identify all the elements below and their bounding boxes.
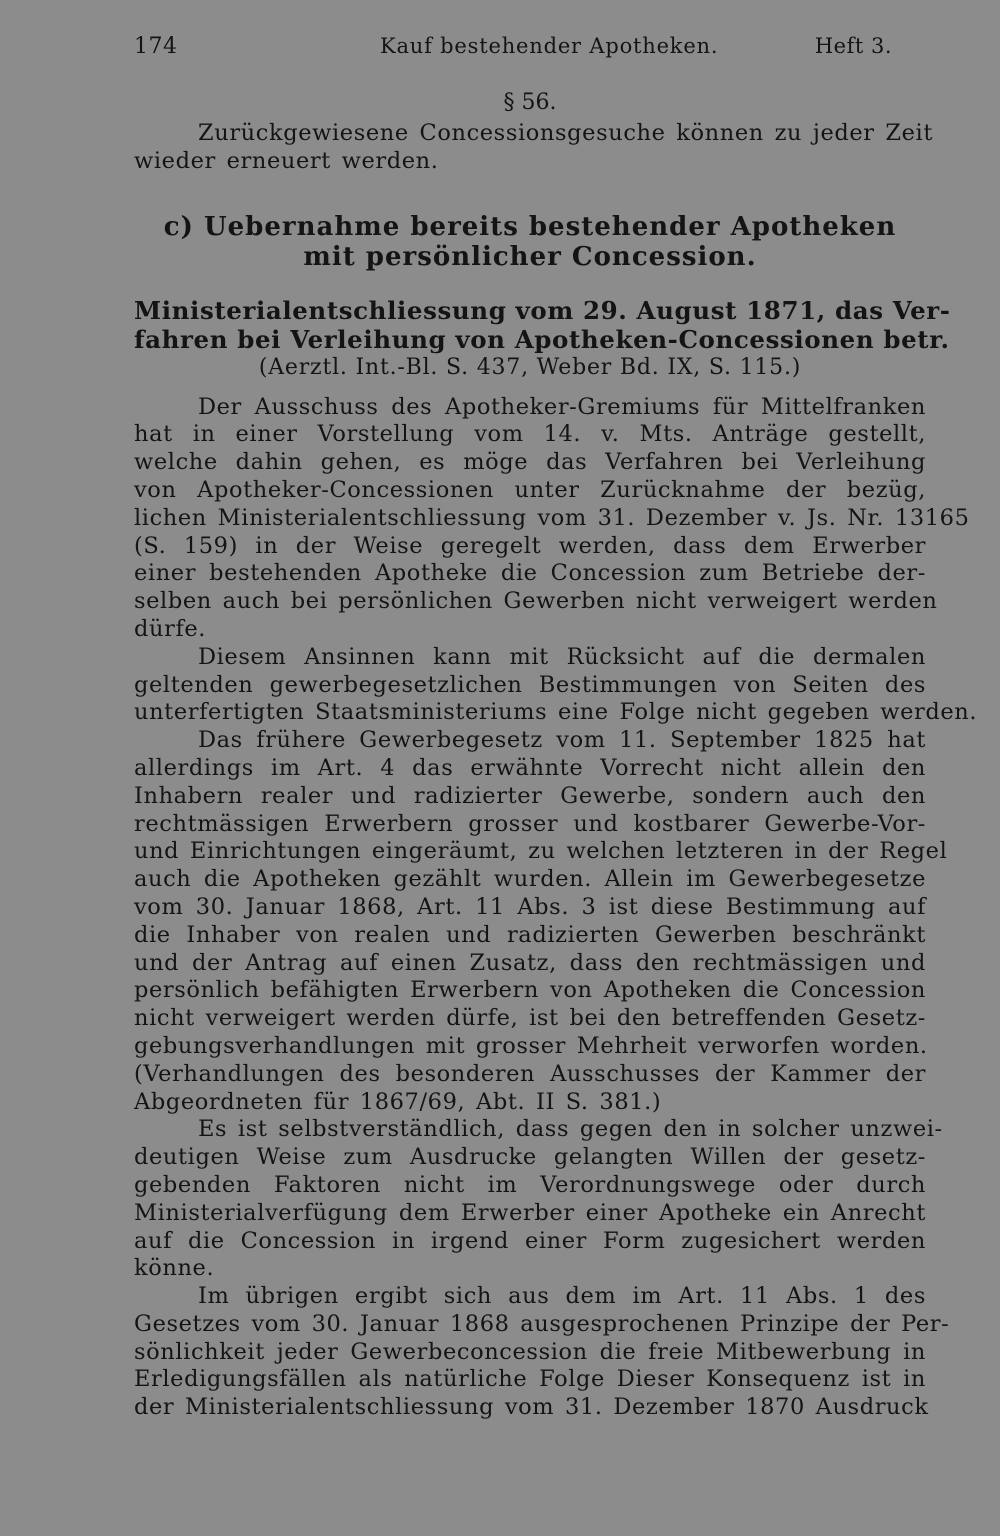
text-line: Es ist selbstverständlich, dass gegen den in solcher unzwei- (198, 1116, 943, 1143)
text-line: lichen Ministerialentschliessung vom 31. Dezember v. Js. Nr. 13165 (134, 504, 970, 531)
text-line: auf die Concession in irgend einer Form zugesichert werden (134, 1227, 926, 1254)
text-line: Zurückgewiesene Concessionsgesuche können zu jeder Zeit (198, 120, 933, 146)
text-line: deutigen Weise zum Ausdrucke gelangten Willen der gesetz- (134, 1144, 926, 1171)
decree-title (134, 295, 951, 354)
text-line: Abgeordneten für 1867/69, Abt. II S. 381.) (134, 1088, 662, 1115)
text-line: könne. (134, 1255, 215, 1282)
text-line: vom 30. Januar 1868, Art. 11 Abs. 3 ist diese Bestimmung auf (134, 893, 926, 920)
body-paragraph (134, 1283, 950, 1422)
section-mark: § 56. (503, 90, 557, 115)
body-paragraph (134, 643, 978, 727)
text-line: von Apotheker-Concessionen unter Zurücknahme der bezüg, (134, 476, 926, 503)
text-line: gebungsverhandlungen mit grosser Mehrheit verworfen worden. (134, 1032, 928, 1059)
text-line: sönlichkeit jeder Gewerbeconcession die freie Mitbewerbung in (134, 1338, 926, 1365)
decree-title-line: Ministerialentschliessung vom 29. August 1871, das Ver- (134, 295, 951, 325)
text-line: Inhabern realer und radizierter Gewerbe, sondern auch den (134, 782, 926, 809)
text-line: Diesem Ansinnen kann mit Rücksicht auf die dermalen (198, 643, 926, 670)
decree-title-line: fahren bei Verleihung von Apotheken-Concessionen betr. (134, 324, 950, 354)
heading-line: mit persönlicher Concession. (303, 241, 757, 272)
text-line: der Ministerialentschliessung vom 31. Dezember 1870 Ausdruck (134, 1394, 929, 1421)
text-line: Ministerialverfügung dem Erwerber einer Apotheke ein Anrecht (134, 1199, 926, 1226)
body-paragraph (134, 393, 970, 644)
book-page (134, 30, 978, 1422)
body-paragraph (134, 1116, 943, 1283)
running-header (134, 30, 926, 66)
section-heading (134, 212, 926, 272)
text-line: hat in einer Vorstellung vom 14. v. Mts. Anträge gestellt, (134, 421, 926, 448)
text-line: Das frühere Gewerbegesetz vom 11. September 1825 hat (198, 727, 926, 754)
heading-line: c) Uebernahme bereits bestehender Apotheken (163, 211, 897, 242)
text-line: auch die Apotheken gezählt wurden. Allein im Gewerbegesetze (134, 866, 926, 893)
text-line: Erledigungsfällen als natürliche Folge Dieser Konsequenz ist in (134, 1366, 926, 1393)
text-line: die Inhaber von realen und radizierten Gewerben beschränkt (134, 921, 926, 948)
issue-label: Heft 3. (814, 34, 892, 58)
text-line: einer bestehenden Apotheke die Concession zum Betriebe der- (134, 560, 926, 587)
text-line: Im übrigen ergibt sich aus dem im Art. 11 Abs. 1 des (198, 1283, 926, 1310)
decree-reference: (Aerztl. Int.-Bl. S. 437, Weber Bd. IX, S. 115.) (258, 354, 802, 380)
text-line: und Einrichtungen eingeräumt, zu welchen letzteren in der Regel (134, 838, 948, 865)
text-line: und der Antrag auf einen Zusatz, dass den rechtmässigen und (134, 949, 926, 976)
text-line: gebenden Faktoren nicht im Verordnungswege oder durch (134, 1171, 926, 1198)
text-line: geltenden gewerbegesetzlichen Bestimmungen von Seiten des (134, 671, 926, 698)
text-line: allerdings im Art. 4 das erwähnte Vorrecht nicht allein den (134, 754, 926, 781)
text-line: unterfertigten Staatsministeriums eine Folge nicht gegeben werden. (134, 699, 978, 726)
running-title: Kauf bestehender Apotheken. (380, 34, 719, 58)
text-line: dürfe. (134, 615, 207, 642)
intro-paragraph (70, 120, 933, 176)
text-line: (S. 159) in der Weise geregelt werden, dass dem Erwerber (134, 532, 926, 559)
text-line: (Verhandlungen des besonderen Ausschusses der Kammer der (134, 1060, 926, 1087)
body-paragraph (134, 727, 948, 1116)
text-line: wieder erneuert werden. (134, 147, 439, 174)
text-line: persönlich befähigten Erwerbern von Apotheken die Concession (134, 977, 926, 1004)
text-line: Der Ausschuss des Apotheker-Gremiums für Mittelfranken (198, 393, 926, 420)
text-line: Gesetzes vom 30. Januar 1868 ausgesprochenen Prinzipe der Per- (134, 1310, 950, 1337)
body-text (134, 393, 978, 1422)
text-line: nicht verweigert werden dürfe, ist bei den betreffenden Gesetz- (134, 1005, 926, 1032)
text-line: welche dahin gehen, es möge das Verfahren bei Verleihung (134, 449, 926, 476)
text-line: selben auch bei persönlichen Gewerben nicht verweigert werden (134, 588, 938, 615)
page-number: 174 (134, 34, 178, 59)
text-line: rechtmässigen Erwerbern grosser und kostbarer Gewerbe-Vor- (134, 810, 926, 837)
